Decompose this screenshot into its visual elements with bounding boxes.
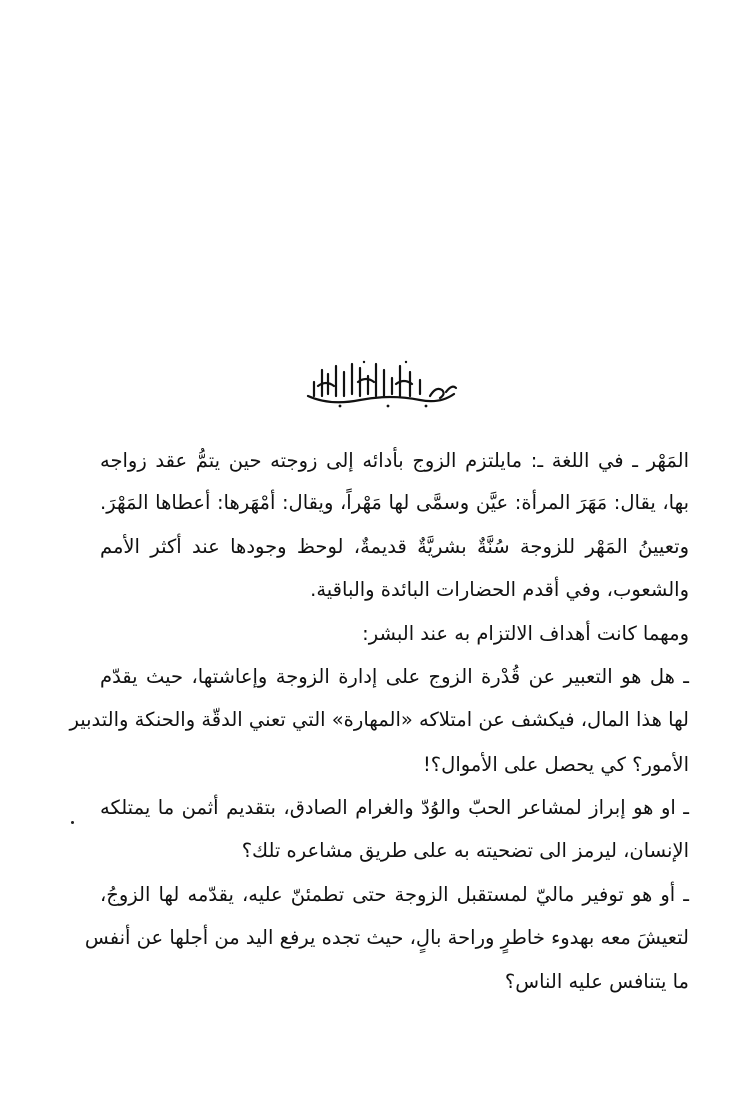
text-line-8: الأمور؟ كي يحصل على الأموال؟! bbox=[422, 753, 689, 776]
text-line-3: وتعيينُ المَهْر للزوجة سُنَّةٌ بشريَّةٌ قديمةٌ، لوحظ وجودها عند أكثر الأمم bbox=[100, 535, 689, 558]
margin-mark bbox=[71, 821, 74, 824]
text-line-13: ما يتنافس عليه الناس؟ bbox=[504, 970, 689, 993]
text-line-6: ـ هل هو التعبير عن قُدْرة الزوج على إدارة الزوجة وإعاشتها، حيث يقدّم bbox=[100, 665, 689, 688]
basmala-calligraphy bbox=[300, 356, 460, 412]
text-line-7: لها هذا المال، فيكشف عن امتلاكه «المهارة» التي تعني الدقّة والحنكة والتدبير bbox=[69, 708, 689, 731]
text-line-9: ـ او هو إبراز لمشاعر الحبّ والوُدّ والغرام الصادق، بتقديم أثمن ما يمتلكه bbox=[100, 796, 689, 819]
text-line-11: ـ أو هو توفير ماليّ لمستقبل الزوجة حتى تطمئنّ عليه، يقدّمه لها الزوجُ، bbox=[100, 883, 689, 906]
basmala-calligraphy-icon bbox=[300, 356, 460, 412]
text-line-10: الإنسان، ليرمز الى تضحيته به على طريق مشاعره تلك؟ bbox=[241, 839, 689, 862]
text-line-12: لتعيشَ معه بهدوء خاطرٍ وراحة بالٍ، حيث تجده يرفع اليد من أجلها عن أنفس bbox=[84, 926, 689, 949]
text-line-5: ومهما كانت أهداف الالتزام به عند البشر: bbox=[362, 622, 689, 645]
text-line-2: بها، يقال: مَهَرَ المرأة: عيَّن وسمَّى لها مَهْراً، ويقال: أمْهَرها: أعطاها المَهْرَ. bbox=[100, 491, 689, 514]
text-line-4: والشعوب، وفي أقدم الحضارات البائدة والباقية. bbox=[310, 578, 689, 601]
text-line-1: المَهْر ـ في اللغة ـ: مايلتزم الزوج بأدائه إلى زوجته حين يتمُّ عقد زواجه bbox=[100, 449, 689, 472]
